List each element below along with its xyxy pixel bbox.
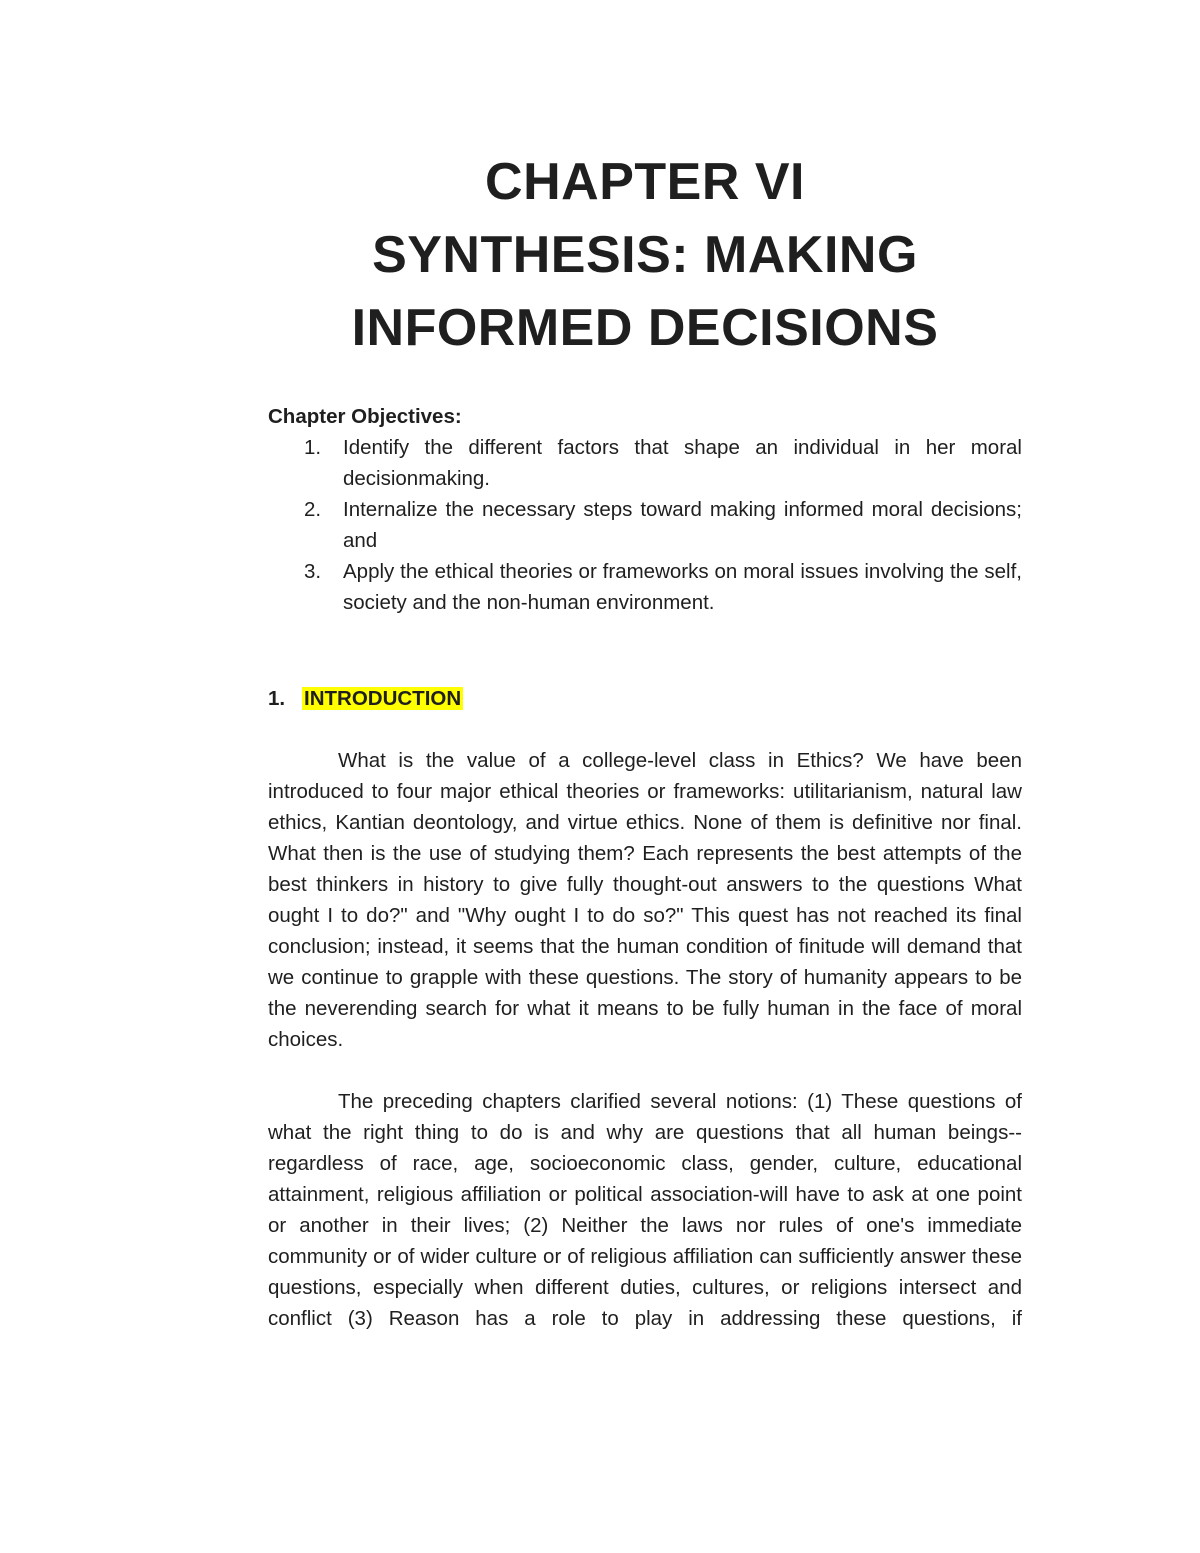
objective-item [268,432,1022,494]
objective-text: Identify the different factors that shape an individual in her moral decisionmaking. [343,436,1022,490]
objectives-heading: Chapter Objectives: [268,405,462,428]
chapter-objectives [268,401,1022,618]
chapter-title-line-2: SYNTHESIS: MAKING [372,226,918,284]
chapter-title [268,146,1022,365]
objective-text: Apply the ethical theories or frameworks on moral issues involving the self, society and the non-human environment. [343,560,1022,614]
section-number: 1. [268,687,286,710]
chapter-title-line-3: INFORMED DECISIONS [351,299,939,357]
objective-number: 2. [304,498,322,521]
section-heading-introduction [268,683,463,714]
body-paragraph-1: What is the value of a college-level class in Ethics? We have been introduced to four major ethical theories or frameworks: utilitarianism, natural law ethics, Kantian deontology, and virtue ethics. None of them is definitive nor final. What then is the use of studying them? Each represents the best attempts of the best thinkers in history to give fully thought-out answers to the questions What ought I to do?" and "Why ought I to do so?" This quest has not reached its final conclusion; instead, it seems that the human condition of finitude will demand that we continue to grapple with these questions. The story of humanity appears to be the neverending search for what it means to be fully human in the face of moral choices. [268,749,1022,1051]
objective-number: 3. [304,560,322,583]
objective-number: 1. [304,436,322,459]
objective-item [268,494,1022,556]
chapter-title-line-1: CHAPTER VI [485,153,805,211]
body-paragraph-2: The preceding chapters clarified several notions: (1) These questions of what the right thing to do is and why are questions that all human beings--regardless of race, age, socioeconomic class, gender, culture, educational attainment, religious affiliation or political association-will have to ask at one point or another in their lives; (2) Neither the laws nor rules of one's immediate community or of wider culture or of religious affiliation can sufficiently answer these questions, especially when different duties, cultures, or religions intersect and conflict (3) Reason has a role to play in addressing these questions, if [268,1090,1022,1330]
introduction-body [268,745,1022,1334]
objectives-list [268,432,1022,618]
objective-item [268,556,1022,618]
objective-text: Internalize the necessary steps toward making informed moral decisions; and [343,498,1022,552]
section-label-highlighted: INTRODUCTION [304,687,462,710]
